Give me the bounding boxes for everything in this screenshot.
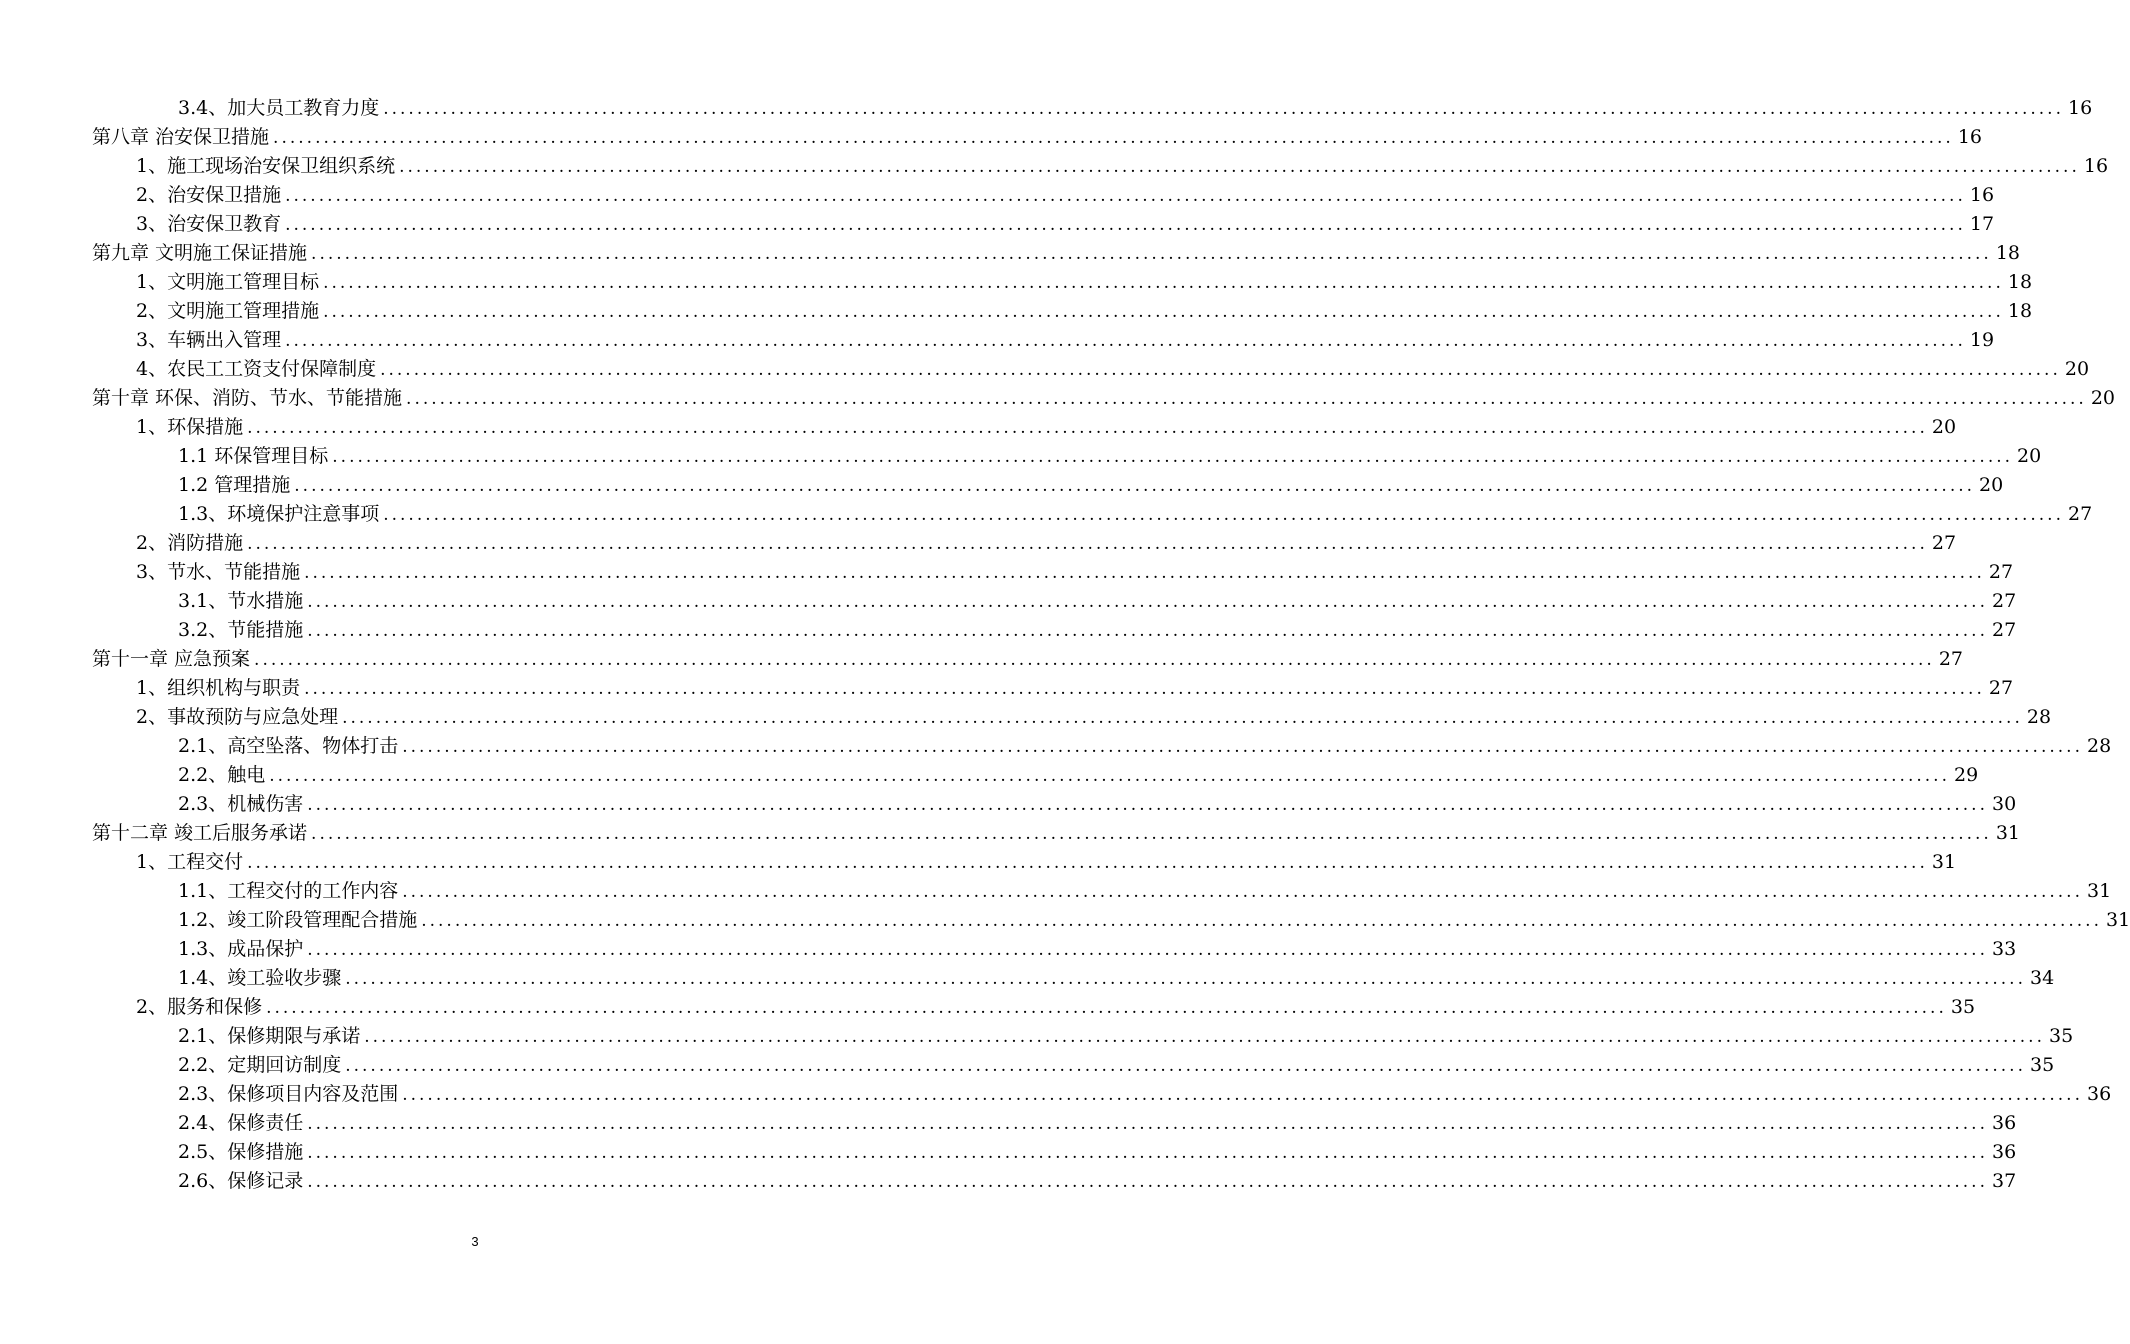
toc-dot-leader: ........................................................................................................................................................................................................ — [402, 882, 2083, 902]
toc-entry[interactable] — [136, 529, 1957, 558]
toc-entry-page: 30 — [1991, 793, 2017, 815]
toc-entry[interactable] — [92, 384, 2115, 413]
toc-entry[interactable] — [178, 790, 2017, 819]
toc-entry[interactable] — [178, 877, 2112, 906]
toc-dot-leader: ........................................................................................................................................................................................................ — [304, 679, 1985, 699]
toc-dot-leader: ........................................................................................................................................................................................................ — [342, 708, 2023, 728]
toc-entry-title: 第十章 环保、消防、节水、节能措施 — [92, 387, 403, 409]
toc-entry[interactable] — [178, 964, 2055, 993]
toc-entry[interactable] — [136, 993, 1976, 1022]
toc-entry-title: 2.5、保修措施 — [178, 1141, 304, 1163]
toc-entry-page: 27 — [1988, 677, 2014, 699]
toc-entry[interactable] — [136, 210, 1995, 239]
toc-dot-leader: ........................................................................................................................................................................................................ — [332, 447, 2014, 467]
toc-entry[interactable] — [92, 645, 1963, 674]
toc-entry[interactable] — [178, 761, 1979, 790]
toc-entry-title: 2.1、高空坠落、物体打击 — [178, 735, 399, 757]
toc-entry-title: 1.4、竣工验收步骤 — [178, 967, 342, 989]
toc-entry[interactable] — [136, 181, 1995, 210]
toc-entry-title: 1.1、工程交付的工作内容 — [178, 880, 399, 902]
toc-dot-leader: ........................................................................................................................................................................................................ — [364, 1027, 2045, 1047]
toc-dot-leader: ........................................................................................................................................................................................................ — [307, 592, 1988, 612]
toc-entry-page: 18 — [2007, 300, 2033, 322]
toc-dot-leader: ........................................................................................................................................................................................................ — [383, 505, 2064, 525]
toc-entry[interactable] — [178, 471, 2004, 500]
toc-dot-leader: ........................................................................................................................................................................................................ — [273, 128, 1954, 148]
toc-entry-page: 18 — [1995, 242, 2020, 264]
toc-entry-title: 1.3、环境保护注意事项 — [178, 503, 380, 525]
toc-entry-page: 27 — [1938, 648, 1963, 670]
toc-entry[interactable] — [178, 616, 2017, 645]
toc-entry-page: 27 — [1931, 532, 1957, 554]
toc-entry[interactable] — [178, 1138, 2017, 1167]
toc-entry-page: 16 — [1969, 184, 1995, 206]
toc-entry-title: 1.3、成品保护 — [178, 938, 304, 960]
toc-entry[interactable] — [178, 500, 2093, 529]
toc-entry[interactable] — [136, 326, 1995, 355]
toc-entry-page: 20 — [2064, 358, 2090, 380]
toc-dot-leader: ........................................................................................................................................................................................................ — [269, 766, 1950, 786]
toc-entry[interactable] — [178, 1051, 2055, 1080]
toc-entry-page: 16 — [1957, 126, 1982, 148]
toc-entry-title: 2、事故预防与应急处理 — [136, 706, 339, 728]
toc-entry[interactable] — [136, 268, 2033, 297]
toc-dot-leader: ........................................................................................................................................................................................................ — [285, 215, 1966, 235]
toc-entry-title: 3.1、节水措施 — [178, 590, 304, 612]
toc-entry[interactable] — [178, 1080, 2112, 1109]
toc-dot-leader: ........................................................................................................................................................................................................ — [406, 389, 2087, 409]
toc-dot-leader: ........................................................................................................................................................................................................ — [323, 273, 2004, 293]
toc-entry-title: 3.4、加大员工教育力度 — [178, 97, 380, 119]
toc-dot-leader: ........................................................................................................................................................................................................ — [402, 737, 2083, 757]
toc-entry-page: 33 — [1991, 938, 2017, 960]
toc-entry-title: 2.4、保修责任 — [178, 1112, 304, 1134]
toc-entry-title: 2、消防措施 — [136, 532, 244, 554]
toc-entry-page: 34 — [2029, 967, 2055, 989]
toc-dot-leader: ........................................................................................................................................................................................................ — [345, 969, 2026, 989]
toc-entry-title: 3.2、节能措施 — [178, 619, 304, 641]
toc-dot-leader: ........................................................................................................................................................................................................ — [383, 99, 2064, 119]
toc-entry-title: 1.1 环保管理目标 — [178, 445, 329, 467]
toc-entry-page: 31 — [2086, 880, 2112, 902]
toc-entry[interactable] — [92, 239, 2020, 268]
toc-dot-leader: ........................................................................................................................................................................................................ — [285, 186, 1966, 206]
toc-entry-title: 第八章 治安保卫措施 — [92, 126, 270, 148]
toc-entry[interactable] — [136, 413, 1957, 442]
toc-entry[interactable] — [178, 935, 2017, 964]
toc-entry-page: 18 — [2007, 271, 2033, 293]
toc-entry-title: 2.6、保修记录 — [178, 1170, 304, 1192]
toc-entry-page: 28 — [2086, 735, 2112, 757]
toc-entry-title: 3、治安保卫教育 — [136, 213, 282, 235]
toc-entry[interactable] — [178, 1167, 2017, 1196]
page-number: 3 — [471, 1234, 479, 1249]
toc-entry-title: 2.2、触电 — [178, 764, 266, 786]
toc-entry-page: 16 — [2083, 155, 2109, 177]
toc-entry-page: 20 — [2090, 387, 2115, 409]
toc-dot-leader: ........................................................................................................................................................................................................ — [399, 157, 2080, 177]
toc-entry-title: 4、农民工工资支付保障制度 — [136, 358, 377, 380]
toc-dot-leader: ........................................................................................................................................................................................................ — [247, 853, 1928, 873]
toc-entry-page: 35 — [2029, 1054, 2055, 1076]
toc-entry-page: 17 — [1969, 213, 1995, 235]
toc-entry-page: 16 — [2067, 97, 2093, 119]
toc-dot-leader: ........................................................................................................................................................................................................ — [285, 331, 1966, 351]
toc-dot-leader: ........................................................................................................................................................................................................ — [307, 621, 1988, 641]
toc-entry-page: 36 — [1991, 1112, 2017, 1134]
toc-entry-page: 31 — [2105, 909, 2130, 931]
toc-dot-leader: ........................................................................................................................................................................................................ — [311, 824, 1992, 844]
toc-entry-page: 36 — [1991, 1141, 2017, 1163]
toc-dot-leader: ........................................................................................................................................................................................................ — [380, 360, 2061, 380]
toc-entry-page: 19 — [1969, 329, 1995, 351]
toc-entry[interactable] — [136, 674, 2014, 703]
toc-entry-page: 20 — [1931, 416, 1957, 438]
toc-entry-page: 27 — [1988, 561, 2014, 583]
toc-dot-leader: ........................................................................................................................................................................................................ — [304, 563, 1985, 583]
toc-entry-title: 1、文明施工管理目标 — [136, 271, 320, 293]
toc-entry-page: 36 — [2086, 1083, 2112, 1105]
toc-entry-page: 20 — [1979, 474, 2004, 496]
toc-entry-page: 31 — [1931, 851, 1957, 873]
toc-entry-title: 第九章 文明施工保证措施 — [92, 242, 308, 264]
toc-entry-page: 29 — [1953, 764, 1979, 786]
toc-dot-leader: ........................................................................................................................................................................................................ — [307, 1172, 1988, 1192]
toc-entry[interactable] — [178, 906, 2130, 935]
toc-dot-leader: ........................................................................................................................................................................................................ — [307, 940, 1988, 960]
toc-entry[interactable] — [92, 123, 1982, 152]
toc-entry-page: 35 — [2048, 1025, 2074, 1047]
toc-entry[interactable] — [178, 1109, 2017, 1138]
toc-entry[interactable] — [136, 152, 2109, 181]
toc-entry-page: 20 — [2017, 445, 2042, 467]
toc-entry[interactable] — [92, 819, 2020, 848]
toc-dot-leader: ........................................................................................................................................................................................................ — [247, 418, 1928, 438]
toc-entry-page: 27 — [2067, 503, 2093, 525]
toc-entry-title: 第十二章 竣工后服务承诺 — [92, 822, 308, 844]
toc-dot-leader: ........................................................................................................................................................................................................ — [307, 795, 1988, 815]
toc-entry[interactable] — [136, 297, 2033, 326]
toc-entry-title: 3、节水、节能措施 — [136, 561, 301, 583]
toc-entry-title: 3、车辆出入管理 — [136, 329, 282, 351]
toc-dot-leader: ........................................................................................................................................................................................................ — [421, 911, 2102, 931]
toc-entry-title: 2.3、机械伤害 — [178, 793, 304, 815]
toc-entry-page: 35 — [1950, 996, 1976, 1018]
toc-dot-leader: ........................................................................................................................................................................................................ — [323, 302, 2004, 322]
toc-entry-page: 28 — [2026, 706, 2052, 728]
toc-dot-leader: ........................................................................................................................................................................................................ — [307, 1143, 1988, 1163]
toc-entry-title: 2.3、保修项目内容及范围 — [178, 1083, 399, 1105]
toc-entry[interactable] — [136, 848, 1957, 877]
toc-dot-leader: ........................................................................................................................................................................................................ — [254, 650, 1935, 670]
toc-entry-title: 1.2 管理措施 — [178, 474, 291, 496]
toc-entry-title: 2、治安保卫措施 — [136, 184, 282, 206]
toc-entry-title: 1、施工现场治安保卫组织系统 — [136, 155, 396, 177]
toc-entry-title: 2、服务和保修 — [136, 996, 263, 1018]
toc-entry-title: 第十一章 应急预案 — [92, 648, 251, 670]
toc-entry-page: 37 — [1991, 1170, 2017, 1192]
toc-dot-leader: ........................................................................................................................................................................................................ — [266, 998, 1947, 1018]
toc-dot-leader: ........................................................................................................................................................................................................ — [311, 244, 1992, 264]
toc-entry-title: 1.2、竣工阶段管理配合措施 — [178, 909, 418, 931]
toc-entry-title: 1、工程交付 — [136, 851, 244, 873]
toc-entry-title: 2.1、保修期限与承诺 — [178, 1025, 361, 1047]
toc-entry[interactable] — [136, 558, 2014, 587]
toc-entry[interactable] — [178, 442, 2042, 471]
toc-entry-title: 2、文明施工管理措施 — [136, 300, 320, 322]
toc-entry-title: 1、组织机构与职责 — [136, 677, 301, 699]
toc-entry[interactable] — [136, 355, 2090, 384]
toc-entry-page: 31 — [1995, 822, 2020, 844]
toc-entry[interactable] — [178, 587, 2017, 616]
toc-dot-leader: ........................................................................................................................................................................................................ — [345, 1056, 2026, 1076]
toc-entry[interactable] — [178, 1022, 2074, 1051]
toc-dot-leader: ........................................................................................................................................................................................................ — [294, 476, 1976, 496]
toc-entry[interactable] — [178, 94, 2093, 123]
toc-entry[interactable] — [136, 703, 2052, 732]
toc-entry[interactable] — [178, 732, 2112, 761]
toc-dot-leader: ........................................................................................................................................................................................................ — [402, 1085, 2083, 1105]
toc-entry-page: 27 — [1991, 590, 2017, 612]
toc-entry-page: 27 — [1991, 619, 2017, 641]
toc-entry-title: 2.2、定期回访制度 — [178, 1054, 342, 1076]
toc-dot-leader: ........................................................................................................................................................................................................ — [307, 1114, 1988, 1134]
toc-entry-title: 1、环保措施 — [136, 416, 244, 438]
toc-dot-leader: ........................................................................................................................................................................................................ — [247, 534, 1928, 554]
